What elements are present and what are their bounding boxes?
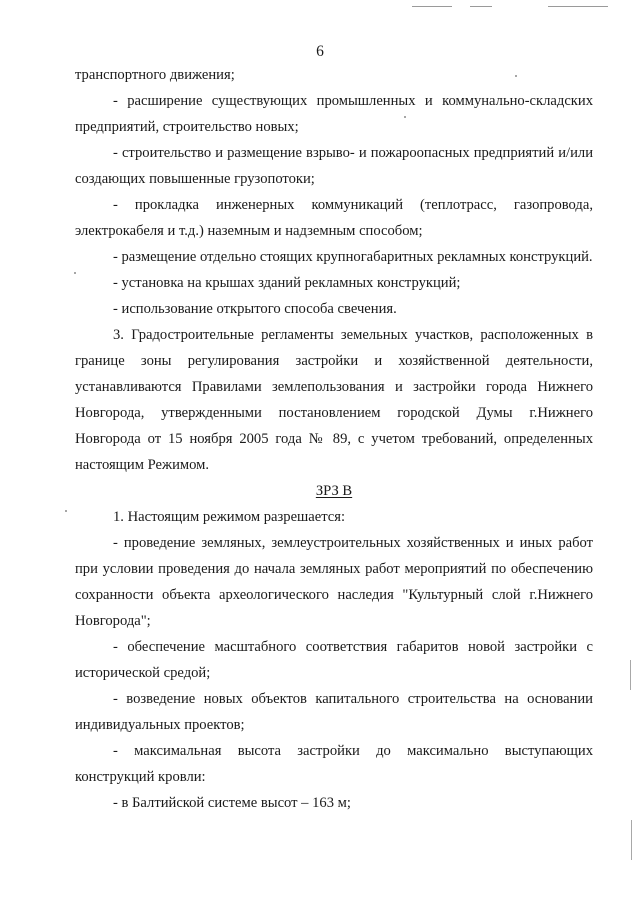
scan-artifact-edge [630,660,631,690]
page-number: 6 [316,43,324,60]
list-item: - прокладка инженерных коммуникаций (теплотрасс, газопровода, электрокабеля и т.д.) наземным и надземным способом; [75,197,593,239]
list-item: - обеспечение масштабного соответствия габаритов новой застройки с исторической средой; [75,639,593,681]
list-item: - в Балтийской системе высот – 163 м; [113,795,351,811]
document-body [75,62,593,816]
list-item: - расширение существующих промышленных и коммунально-складских предприятий, строительство новых; [75,93,593,135]
list-item: - проведение земляных, землеустроительных хозяйственных и иных работ при условии проведения до начала земляных работ мероприятий по обеспечению сохранности объекта археологического наследия "Культурный слой г.Нижнего Новгорода"; [75,535,593,629]
numbered-paragraph: 1. Настоящим режимом разрешается: [113,509,346,525]
scan-artifact-line [548,6,608,7]
scan-artifact-line [470,6,492,7]
section-heading: ЗРЗ В [315,483,353,499]
scan-artifact-dot [65,510,67,512]
scan-artifact-edge [631,820,632,860]
numbered-paragraph: 3. Градостроительные регламенты земельных участков, расположенных в границе зоны регулирования застройки и хозяйственной деятельности, устанавливаются Правилами землепользования и застройки города Нижнего Новгорода, утвержденными постановлением городской Думы г.Нижнего Новгорода от 15 ноября 2005 года № 89, с учетом требований, определенных настоящим Режимом. [75,327,593,473]
list-item: - максимальная высота застройки до максимально выступающих конструкций кровли: [75,743,593,785]
list-item: - размещение отдельно стоящих крупногабаритных рекламных конструкций. [113,249,593,265]
list-item: - строительство и размещение взрыво- и пожароопасных предприятий и/или создающих повышенные грузопотоки; [75,145,593,187]
list-item: - использование открытого способа свечения. [113,301,397,317]
list-item: - установка на крышах зданий рекламных конструкций; [113,275,461,291]
paragraph: транспортного движения; [75,67,235,83]
scan-artifact-line [412,6,452,7]
list-item: - возведение новых объектов капитального строительства на основании индивидуальных проектов; [75,691,593,733]
